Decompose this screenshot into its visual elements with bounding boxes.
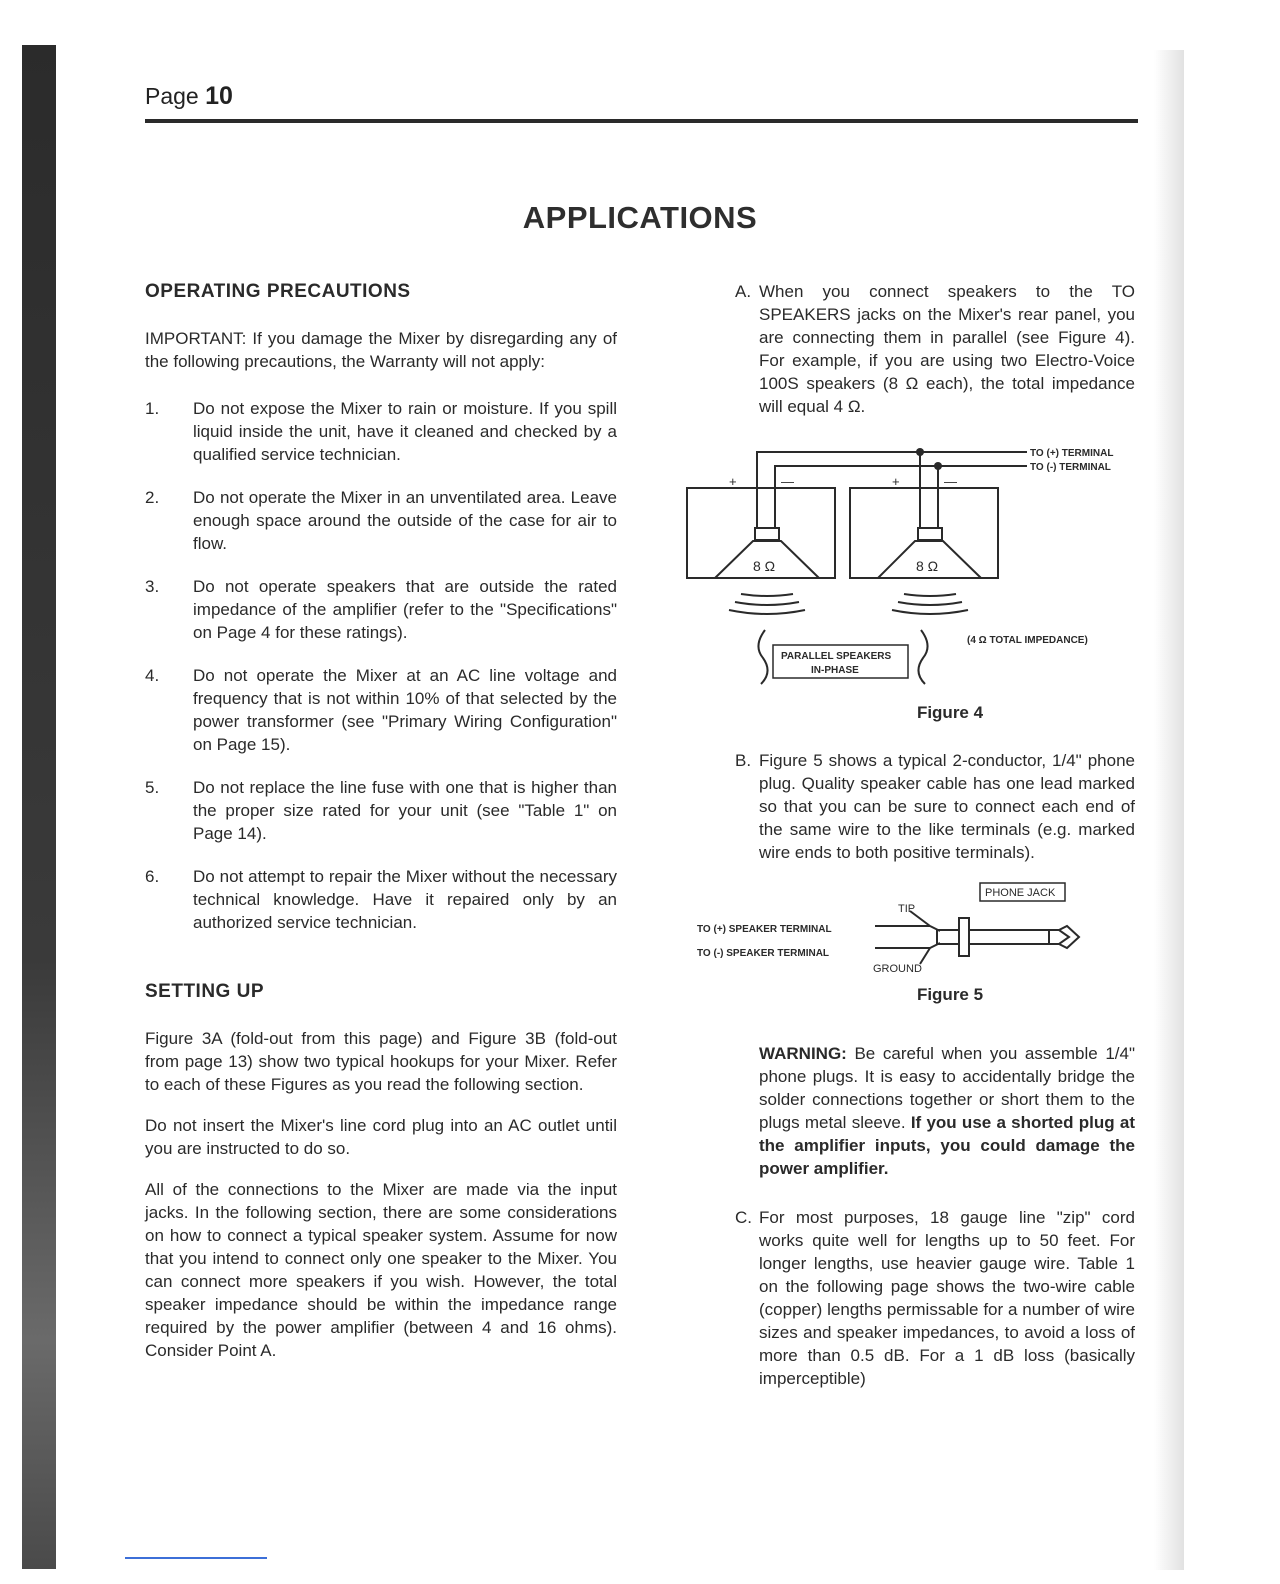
precaution-item: [145, 397, 617, 466]
in-phase-label: IN-PHASE: [811, 665, 859, 676]
right-minus-sign: —: [944, 474, 957, 489]
scan-shadow-edge: [1154, 50, 1184, 1570]
page-number: 10: [205, 82, 233, 110]
precaution-number: 3.: [145, 577, 160, 596]
point-b: B. Figure 5 shows a typical 2-conductor, 1/4" phone plug. Quality speaker cable has one lead marked so that you can be sure to connect each end of the same wire to the like terminals (e.g. marked wire ends to both positive terminals).: [735, 751, 1135, 862]
operating-precautions-heading: OPERATING PRECAUTIONS: [145, 281, 411, 302]
ground-label: GROUND: [873, 963, 922, 975]
warning-label: WARNING:: [759, 1044, 847, 1063]
setting-up-paragraph-3: All of the connections to the Mixer are made via the input jacks. In the following section, there are some considerations on how to connect a typical speaker system. Assume for now that you intend to connect only one speaker to the Mixer. You can connect more speakers if you wish. However, the total speaker impedance should be within the impedance range required by the power amplifier (between 4 and 16 ohms). Consider Point A.: [145, 1180, 617, 1360]
point-b-text: Figure 5 shows a typical 2-conductor, 1/4" phone plug. Quality speaker cable has one lead marked so that you can be sure to connect each end of the same wire to the like terminals (e.g. marked wire ends to both positive terminals).: [759, 751, 1135, 862]
figure-5-diagram: [697, 878, 1115, 975]
figure-5-caption: Figure 5: [916, 985, 984, 1004]
left-minus-sign: —: [781, 474, 794, 489]
setting-up-paragraph-2: Do not insert the Mixer's line cord plug into an AC outlet until you are instructed to do so.: [145, 1116, 617, 1158]
page-title: APPLICATIONS: [522, 200, 758, 235]
precaution-text: Do not operate the Mixer at an AC line voltage and frequency that is not within 10% of that selected by the power transformer (see "Primary Wiring Configuration" on Page 15).: [193, 666, 617, 754]
precaution-text: Do not operate the Mixer in an unventilated area. Leave enough space around the outside of the case for air to flow.: [193, 488, 617, 553]
precaution-item: [145, 776, 617, 845]
point-a: A. When you connect speakers to the TO SPEAKERS jacks on the Mixer's rear panel, you are connecting them in parallel (see Figure 4). For example, if you are using two Electro-Voice 100S speakers (8 Ω each), the total impedance will equal 4 Ω.: [735, 282, 1135, 416]
point-a-text: When you connect speakers to the TO SPEAKERS jacks on the Mixer's rear panel, you are connecting them in parallel (see Figure 4). For example, if you are using two Electro-Voice 100S speakers (8 Ω each), the total impedance will equal 4 Ω.: [759, 282, 1135, 416]
positive-speaker-terminal-label: TO (+) SPEAKER TERMINAL: [697, 924, 832, 935]
right-impedance-label: 8 Ω: [916, 558, 939, 574]
left-impedance-label: 8 Ω: [753, 558, 776, 574]
precaution-text: Do not expose the Mixer to rain or moisture. If you spill liquid inside the unit, have it cleaned and checked by a qualified service technician.: [193, 399, 617, 464]
point-c-text: For most purposes, 18 gauge line "zip" cord works quite well for lengths up to 50 feet. For longer lengths, use heavier gauge wire. Table 1 on the following page shows the two-wire cable (copper) lengths permissable for a number of wire sizes and speaker impedances, to avoid a loss of more than 0.5 dB. For a 1 dB loss (basically imperceptible): [759, 1208, 1135, 1388]
precaution-text: Do not attempt to repair the Mixer without the necessary technical knowledge. Have it repaired only by an authorized service technician.: [193, 867, 617, 932]
negative-speaker-terminal-label: TO (-) SPEAKER TERMINAL: [697, 948, 830, 959]
total-impedance-label: (4 Ω TOTAL IMPEDANCE): [967, 635, 1088, 646]
precaution-item: [145, 664, 617, 756]
scan-artifact-line: [125, 1557, 267, 1559]
precaution-text: Do not operate speakers that are outside the rated impedance of the amplifier (refer to the "Specifications" on Page 4 for these ratings).: [193, 577, 617, 642]
plug-sleeve: [969, 930, 1049, 944]
figure-4-caption: Figure 4: [916, 703, 984, 722]
figure-4-diagram: [685, 446, 1114, 691]
parallel-speakers-label: PARALLEL SPEAKERS: [781, 651, 892, 662]
setting-up-paragraph-1: Figure 3A (fold-out from this page) and Figure 3B (fold-out from page 13) show two typical hookups for your Mixer. Refer to each of these Figures as you read the following section.: [145, 1029, 617, 1094]
warning-bold-text: If you use a shorted plug at the amplifier inputs, you could damage the power amplifier.: [759, 1113, 1135, 1178]
precaution-item: [145, 575, 617, 644]
precaution-number: 2.: [145, 488, 160, 507]
right-column: [697, 280, 1135, 1390]
plug-body: [959, 918, 969, 956]
precaution-number: 1.: [145, 399, 160, 418]
right-plus-sign: +: [892, 474, 900, 489]
scan-binding-edge: [22, 45, 56, 1569]
precaution-number: 6.: [145, 867, 160, 886]
tip-label: TIP: [898, 903, 916, 915]
setting-up-heading: SETTING UP: [145, 981, 265, 1002]
negative-terminal-label: TO (-) TERMINAL: [1030, 462, 1111, 473]
precaution-item: [145, 486, 617, 555]
page-number-label: Page 10: [145, 82, 233, 110]
important-notice: IMPORTANT: If you damage the Mixer by disregarding any of the following precautions, the Warranty will not apply:: [145, 329, 617, 371]
precaution-list: [145, 397, 617, 934]
warning-paragraph: WARNING: Be careful when you assemble 1/4" phone plugs. It is easy to accidentally bridge the solder connections together or short them to the plugs metal sleeve. If you use a shorted plug at the amplifier inputs, you could damage the power amplifier.: [759, 1044, 1135, 1178]
precaution-number: 4.: [145, 666, 160, 685]
header-rule: [145, 119, 1138, 123]
precaution-text: Do not replace the line fuse with one that is higher than the proper size rated for your unit (see "Table 1" on Page 14).: [193, 778, 617, 843]
left-plus-sign: +: [729, 474, 737, 489]
positive-terminal-label: TO (+) TERMINAL: [1030, 448, 1114, 459]
left-column: [145, 280, 617, 1362]
phone-jack-label: PHONE JACK: [985, 887, 1056, 899]
precaution-number: 5.: [145, 778, 160, 797]
point-c: C. For most purposes, 18 gauge line "zip" cord works quite well for lengths up to 50 feet. For longer lengths, use heavier gauge wire. Table 1 on the following page shows the two-wire cable (copper) lengths permissable for a number of wire sizes and speaker impedances, to avoid a loss of more than 0.5 dB. For a 1 dB loss (basically imperceptible): [735, 1208, 1135, 1388]
precaution-item: [145, 865, 617, 934]
